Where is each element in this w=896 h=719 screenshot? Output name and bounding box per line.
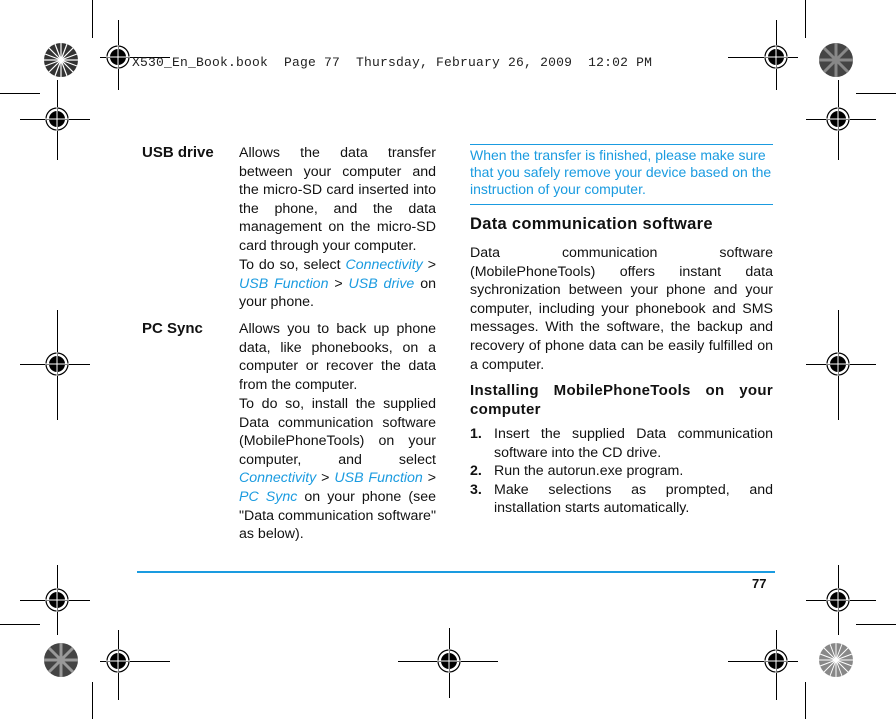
crop-line (805, 0, 806, 38)
registration-mark-icon (45, 352, 69, 376)
step-number: 1. (470, 426, 482, 442)
subheading: Installing MobilePhoneTools on your computer (470, 382, 773, 418)
crop-line (0, 93, 40, 94)
usb-drive-instruction (239, 256, 436, 312)
step-text: Insert the supplied Data communication software into the CD drive. (494, 426, 773, 461)
transfer-note: When the transfer is finished, please make sure that you safely remove your device based on the instruction of your computer. (470, 144, 773, 205)
registration-mark-icon (764, 45, 788, 69)
instruction-prefix: To do so, install the supplied Data communication software (MobilePhoneTools) on your computer, and select (239, 396, 436, 468)
path-separator: > (427, 470, 437, 487)
registration-mark-icon (45, 588, 69, 612)
registration-mark-icon (437, 649, 461, 673)
path-separator: > (321, 470, 330, 487)
section-heading: Data communication software (470, 215, 713, 233)
starburst-mark-icon (818, 642, 854, 678)
term-pc-sync: PC Sync (142, 320, 203, 337)
step-text: Run the autorun.exe program. (494, 463, 684, 480)
list-item (470, 481, 773, 518)
crop-line (856, 93, 896, 94)
step-number: 3. (470, 481, 482, 498)
crop-line (805, 682, 806, 719)
crop-line (92, 682, 93, 719)
registration-mark-icon (106, 649, 130, 673)
starburst-mark-icon (818, 42, 854, 78)
registration-mark-icon (45, 107, 69, 131)
list-item (470, 462, 773, 481)
registration-mark-icon (106, 45, 130, 69)
instruction-suffix: on your phone (see "Data communication software" as below). (239, 488, 436, 543)
book-stamp: X530_En_Book.book Page 77 Thursday, February 26, 2009 12:02 PM (132, 55, 653, 70)
install-steps (470, 425, 773, 518)
starburst-mark-icon (43, 642, 79, 678)
menu-path-usb-function: USB Function (334, 470, 423, 487)
crop-line (0, 624, 40, 625)
menu-path-connectivity: Connectivity (239, 470, 317, 487)
instruction-suffix: on your phone. (239, 275, 436, 311)
pc-sync-description: Allows you to back up phone data, like phonebooks, on a computer or recover the data from the computer. (239, 321, 436, 393)
menu-path-connectivity: Connectivity (345, 257, 423, 273)
step-text: Make selections as prompted, and installation starts automatically. (494, 481, 773, 517)
starburst-mark-icon (43, 42, 79, 78)
page-number: 77 (752, 576, 767, 591)
instruction-prefix: To do so, select (239, 257, 341, 273)
crop-line (92, 0, 93, 38)
registration-mark-icon (826, 588, 850, 612)
step-number: 2. (470, 463, 482, 480)
term-usb-drive: USB drive (142, 144, 214, 161)
registration-mark-icon (826, 107, 850, 131)
usb-drive-description: Allows the data transfer between your computer and the micro-SD card inserted into the phone, and the data management on the micro-SD card through your computer. (239, 145, 436, 254)
registration-mark-icon (826, 352, 850, 376)
registration-mark-icon (764, 649, 788, 673)
pc-sync-instruction (239, 395, 436, 544)
footer-rule (137, 571, 775, 573)
path-separator: > (427, 257, 436, 273)
path-separator: > (334, 275, 343, 292)
menu-path-pc-sync: PC Sync (239, 488, 298, 505)
menu-path-usb-function: USB Function (239, 275, 329, 292)
section-intro: Data communication software (MobilePhoneTools) offers instant data sychronization between your phone and your computer, including your phonebook and SMS messages. With the software, the backup and recovery of phone data can be easily fulfilled on a computer. (470, 245, 773, 373)
crop-line (856, 624, 896, 625)
list-item (470, 425, 773, 462)
menu-path-usb-drive: USB drive (348, 275, 415, 292)
